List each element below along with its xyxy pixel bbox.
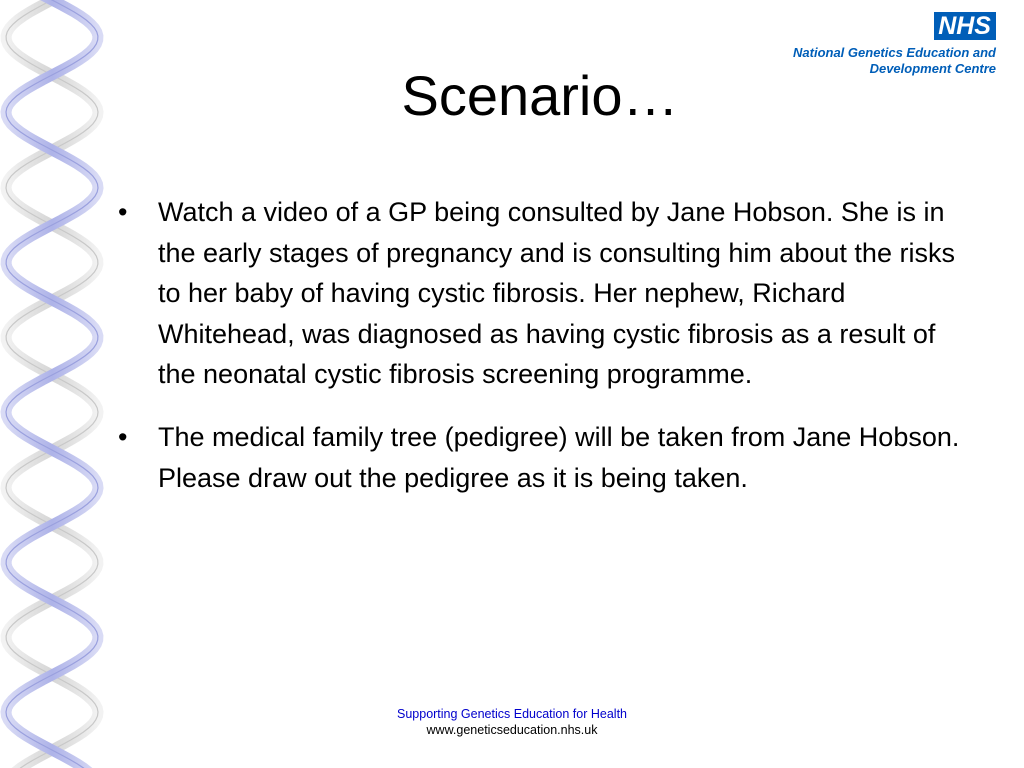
bullet-text: Watch a video of a GP being consulted by Jane Hobson. She is in the early stages of pregnancy and is consulting him about the risks to her baby of having cystic fibrosis. Her nephew, Richard Whitehead, was diagnosed as having cystic fibrosis as a result of the neonatal cystic fibrosis screening programme. xyxy=(158,197,955,390)
bullet-text: The medical family tree (pedigree) will be taken from Jane Hobson. Please draw out the pedigree as it is being taken. xyxy=(158,421,960,493)
dna-helix-decoration xyxy=(0,0,115,768)
logo-line-2: Development Centre xyxy=(869,61,996,76)
logo-line-1: National Genetics Education and xyxy=(793,45,996,60)
bullet-item-video xyxy=(118,192,978,395)
footer xyxy=(312,706,712,738)
bullet-marker: • xyxy=(118,197,128,227)
footer-tagline: Supporting Genetics Education for Health xyxy=(397,707,627,721)
bullet-marker: • xyxy=(118,421,128,452)
nhs-badge: NHS xyxy=(934,12,996,40)
slide-title: Scenario… xyxy=(401,64,679,127)
footer-url: www.geneticseducation.nhs.uk xyxy=(426,723,598,737)
bullet-item-pedigree xyxy=(118,417,978,498)
bullet-list xyxy=(118,192,978,520)
